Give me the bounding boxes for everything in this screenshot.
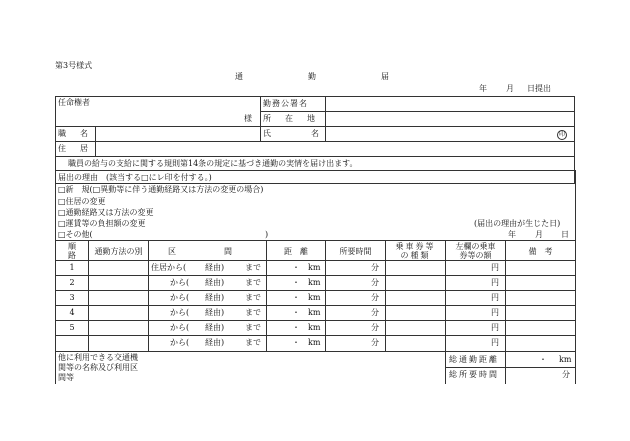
office-name-label: 勤務公署名 <box>263 99 308 108</box>
row-to: まで <box>245 323 261 332</box>
total-distance-label: 総通勤距離 <box>449 355 499 364</box>
header-method: 通勤方法の別 <box>94 247 143 256</box>
row-from: から( <box>170 308 190 317</box>
row-via: 経由) <box>205 323 225 332</box>
row-number: 4 <box>69 308 75 317</box>
reason-option-residence[interactable]: □住居の変更 <box>58 197 106 206</box>
position-label: 職名 <box>58 129 102 138</box>
row-distance-unit: km <box>308 278 321 287</box>
divider <box>55 335 575 336</box>
row-from: から( <box>170 293 190 302</box>
total-time-label: 総所要時間 <box>449 370 499 379</box>
reason-date-day: 日 <box>561 230 569 239</box>
row-number: 3 <box>69 293 75 302</box>
office-address-field[interactable] <box>326 112 574 125</box>
divider <box>55 305 575 306</box>
row-number: 2 <box>69 278 75 287</box>
row-via: 経由) <box>205 338 225 347</box>
reason-option-fare[interactable]: □運賃等の負担額の変更 <box>58 219 146 228</box>
header-order: 路 <box>68 251 76 260</box>
row-fare-unit: 円 <box>491 323 499 332</box>
header-ticket: 乗車券等 <box>395 242 436 251</box>
row-time-unit: 分 <box>371 308 379 317</box>
row-fare-unit: 円 <box>491 338 499 347</box>
divider <box>325 240 326 351</box>
other-transport-label: 関等の名称及び利用区 <box>58 363 138 372</box>
row-distance-dot: ・ <box>292 323 300 332</box>
row-distance-unit: km <box>308 308 321 317</box>
row-time-unit: 分 <box>371 278 379 287</box>
title-char-3: 届 <box>381 72 389 81</box>
header-distance: 距 離 <box>284 247 308 256</box>
row-fare-unit: 円 <box>491 308 499 317</box>
reason-option-other[interactable]: □その他( <box>58 230 93 239</box>
office-address-label: 所在地 <box>263 114 329 123</box>
divider <box>148 240 149 351</box>
divider <box>55 320 575 321</box>
row-distance-unit: km <box>308 293 321 302</box>
divider <box>505 240 506 351</box>
divider <box>55 260 575 261</box>
name-field[interactable] <box>326 127 556 140</box>
divider <box>260 96 261 142</box>
date-day-submitted: 日提出 <box>527 84 551 93</box>
header-time: 所要時間 <box>339 247 372 256</box>
header-ticket: の種類 <box>400 251 431 260</box>
divider <box>55 240 575 241</box>
reason-date-month: 月 <box>535 230 543 239</box>
divider <box>55 156 575 157</box>
divider <box>445 367 575 368</box>
total-distance-unit: km <box>559 355 572 364</box>
row-fare-unit: 円 <box>491 278 499 287</box>
reason-heading: 届出の理由 (該当する□にレ印を付する。) <box>58 173 212 182</box>
row-time-unit: 分 <box>371 293 379 302</box>
seal-mark: 印 <box>558 131 565 138</box>
row-from: 住居から( <box>151 263 187 272</box>
row-distance-dot: ・ <box>292 278 300 287</box>
row-time-unit: 分 <box>371 323 379 332</box>
other-transport-label: 間等 <box>58 373 74 382</box>
header-fare: 左欄の乗車 <box>455 242 496 251</box>
total-distance-dot: ・ <box>539 355 547 364</box>
header-order: 順 <box>68 242 76 251</box>
declaration-text: 職員の給与の支給に関する規則第14条の規定に基づき通勤の実情を届け出ます。 <box>68 159 358 168</box>
header-fare: 券等の額 <box>459 251 492 260</box>
row-to: まで <box>245 308 261 317</box>
row-via: 経由) <box>205 293 225 302</box>
reason-option-new[interactable]: □新 規(□異動等に伴う通勤経路又は方法の変更の場合) <box>58 185 264 194</box>
date-month: 月 <box>506 84 514 93</box>
row-distance-unit: km <box>308 338 321 347</box>
row-to: まで <box>245 278 261 287</box>
divider <box>55 170 575 171</box>
row-to: まで <box>245 263 261 272</box>
office-name-field[interactable] <box>326 97 574 110</box>
row-from: から( <box>170 278 190 287</box>
divider <box>55 351 56 384</box>
row-distance-unit: km <box>308 323 321 332</box>
reason-date-label: (届出の理由が生じた日) <box>474 219 561 228</box>
header-remarks: 備 考 <box>528 247 553 256</box>
residence-label: 住居 <box>58 144 102 153</box>
header-section: 区 間 <box>168 247 232 256</box>
row-number: 5 <box>69 323 75 332</box>
appointer-label: 任命権者 <box>58 98 90 107</box>
row-distance-unit: km <box>308 263 321 272</box>
total-time-unit: 分 <box>562 370 570 379</box>
divider <box>266 240 267 351</box>
reason-date-year: 年 <box>508 230 516 239</box>
row-number: 1 <box>69 263 75 272</box>
appointer-sama: 様 <box>244 114 252 123</box>
row-fare-unit: 円 <box>491 293 499 302</box>
row-distance-dot: ・ <box>292 308 300 317</box>
row-to: まで <box>245 293 261 302</box>
title-char-2: 勤 <box>308 72 316 81</box>
other-transport-label: 他に利用できる交通機 <box>58 353 138 362</box>
row-distance-dot: ・ <box>292 263 300 272</box>
other-transport-field[interactable] <box>156 352 444 383</box>
row-distance-dot: ・ <box>292 338 300 347</box>
row-distance-dot: ・ <box>292 293 300 302</box>
row-time-unit: 分 <box>371 338 379 347</box>
title-char-1: 通 <box>235 72 243 81</box>
date-year: 年 <box>479 84 487 93</box>
divider <box>55 290 575 291</box>
divider <box>88 240 89 351</box>
form-number: 第3号様式 <box>55 61 93 70</box>
residence-field[interactable] <box>96 142 574 155</box>
divider <box>55 275 575 276</box>
row-via: 経由) <box>205 308 225 317</box>
row-via: 経由) <box>205 278 225 287</box>
row-via: 経由) <box>205 263 225 272</box>
divider <box>575 170 576 351</box>
divider <box>575 351 576 384</box>
row-fare-unit: 円 <box>491 263 499 272</box>
reason-other-close: ) <box>265 230 269 239</box>
row-time-unit: 分 <box>371 263 379 272</box>
row-from: から( <box>170 323 190 332</box>
reason-option-route[interactable]: □通勤経路又は方法の変更 <box>58 208 154 217</box>
row-to: まで <box>245 338 261 347</box>
name-label: 氏名 <box>263 129 359 138</box>
position-field[interactable] <box>96 127 259 140</box>
row-from: から( <box>170 338 190 347</box>
